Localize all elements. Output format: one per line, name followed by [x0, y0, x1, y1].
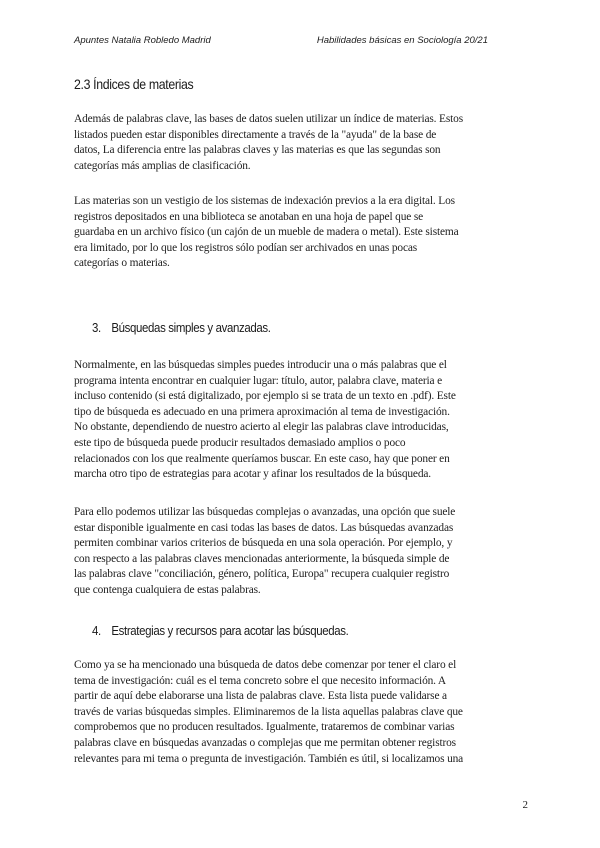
text-line: Para ello podemos utilizar las búsquedas complejas o avanzadas, una opción que suele: [74, 506, 456, 518]
text-line: datos, La diferencia entre las palabras claves y las materias es que las segundas son: [74, 144, 441, 157]
text-line: incluso contenido (si está digitalizado, por ejemplo si se trata de un texto en .pdf). Este: [74, 390, 456, 403]
header-course: Habilidades básicas en Sociología 20/21: [316, 35, 488, 46]
text-line: Además de palabras clave, las bases de datos suelen utilizar un índice de materias. Estos: [74, 113, 463, 125]
text-line: Las materias son un vestigio de los sistemas de indexación previos a la era digital. Los: [74, 195, 455, 207]
header-author: Apuntes Natalia Robledo Madrid: [74, 35, 211, 46]
section-number: 3.: [92, 320, 101, 335]
text-line: relacionados con los que realmente queríamos buscar. En este caso, hay que poner en: [74, 452, 450, 465]
text-line: través de varias búsquedas simples. Eliminaremos de la lista aquellas palabras clave que: [74, 705, 463, 718]
page-number: 2: [522, 799, 528, 811]
page-header: [74, 35, 498, 49]
text-line: guardaba en un archivo físico (un cajón de un mueble de madera o metal). Este sistema: [74, 226, 459, 239]
text-line: programa intenta encontrar en cualquier lugar: título, autor, palabra clave, materia e: [74, 374, 443, 387]
text-line: era limitado, por lo que los registros sólo podían ser archivados en unas pocas: [74, 241, 418, 254]
text-line: permiten combinar varios criterios de búsqueda en una sola operación. Por ejemplo, y: [74, 537, 453, 550]
section-number: 4.: [92, 623, 101, 638]
text-line: categorías más amplias de clasificación.: [74, 159, 251, 172]
text-line: listados pueden estar disponibles directamente a través de la "ayuda" de la base de: [74, 128, 437, 141]
section-3-paragraph-1: [74, 358, 526, 483]
text-line: estar disponible igualmente en casi todas las bases de datos. Las búsquedas avanzadas: [74, 521, 454, 534]
section-title: Estrategias y recursos para acotar las búsquedas.: [111, 623, 349, 638]
section-2-3-heading: 2.3 Índices de materias: [74, 76, 194, 92]
section-2-3-paragraph-2: [74, 194, 526, 272]
text-line: Normalmente, en las búsquedas simples puedes introducir una o más palabras que el: [74, 359, 447, 371]
text-line: tipo de búsqueda es adecuado en una primera aproximación al tema de investigación.: [74, 405, 450, 418]
section-2-3-paragraph-1: [74, 112, 526, 174]
text-line: marcha otro tipo de estrategias para acotar y afinar los resultados de la búsqueda.: [74, 468, 431, 481]
section-title: Búsquedas simples y avanzadas.: [111, 320, 271, 335]
text-line: categorías o materias.: [74, 257, 170, 270]
text-line: tema de investigación: cuál es el tema concreto sobre el que necesito información. A: [74, 674, 447, 687]
section-4-heading: [92, 623, 348, 638]
text-line: que contenga cualquiera de estas palabras.: [74, 583, 261, 596]
text-line: comprobemos que no producen resultados. Igualmente, trataremos de combinar varias: [74, 721, 455, 734]
section-3-paragraph-2: [74, 505, 526, 599]
text-line: las palabras clave "conciliación, género, política, Europa" recupera cualquier registro: [74, 568, 450, 581]
text-line: Como ya se ha mencionado una búsqueda de datos debe comenzar por tener el claro el: [74, 659, 457, 671]
text-line: palabras clave en búsquedas avanzadas o complejas que me permitan obtener registros: [74, 736, 456, 749]
text-line: con respecto a las palabras claves mencionadas anteriormente, la búsqueda simple de: [74, 552, 450, 565]
text-line: No obstante, dependiendo de nuestro acierto al elegir las palabras clave introducidas,: [74, 421, 449, 434]
section-3-heading: [92, 320, 271, 335]
text-line: este tipo de búsqueda puede producir resultados demasiado amplios o poco: [74, 436, 406, 449]
text-line: registros depositados en una biblioteca se anotaban en una hoja de papel que se: [74, 210, 424, 223]
text-line: relevantes para mi tema o pregunta de investigación. También es útil, si localizamos una: [74, 752, 464, 765]
text-line: partir de aquí debe elaborarse una lista de palabras clave. Esta lista puede validarse a: [74, 690, 447, 703]
section-4-paragraph-1: [74, 658, 526, 767]
